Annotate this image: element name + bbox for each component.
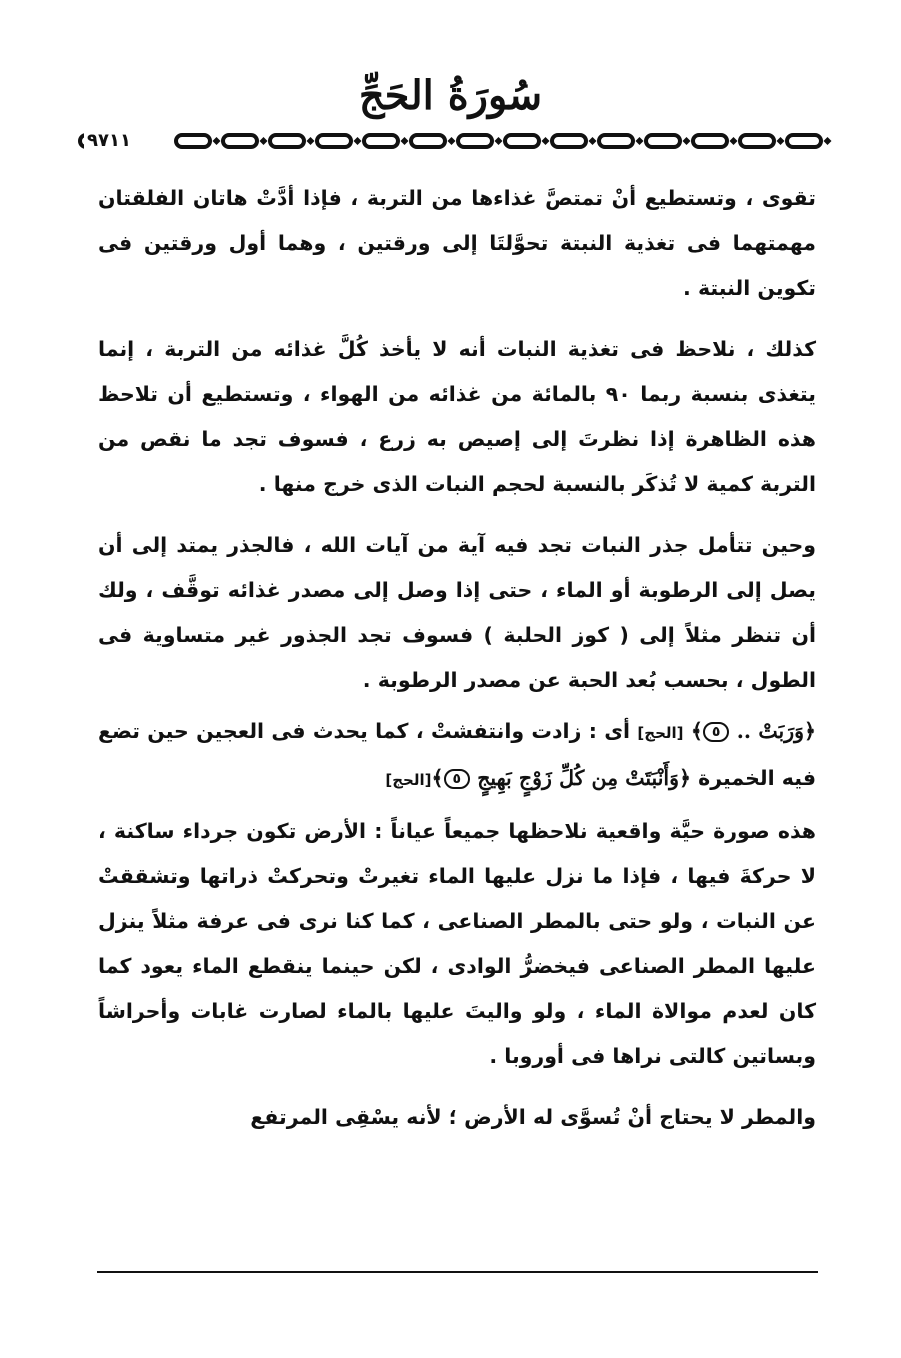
verse-close-bracket-2: ﴾ [431,766,444,790]
page-number: ٩٧١١ [84,128,134,154]
ayah-number-2: ٥ [444,769,471,789]
verse-paragraph [98,709,816,803]
paragraph-5: والمطر لا يحتاج أنْ تُسوَّى له الأرض ؛ لأنه يسْقِى المرتفع [250,1105,816,1129]
paragraph-2: كذلك ، نلاحظ فى تغذية النبات أنه لا يأخذ كُلَّ غذائه من التربة ، إنما يتغذى بنسبة ربما ٩٠ بالمائة من غذائه من الهواء ، وتستطيع أن تلاحظ هذه الظاهرة إذا نظرتَ إلى إصيص به زرع ، فسوف تجد ما نقص من التربة كمية لا تُذكَر بالنسبة لحجم النبات الذى خرج منها . [98,337,816,496]
paragraph-1: تقوى ، وتستطيع أنْ تمتصَّ غذاءها من التربة ، فإذا أدَّتْ هاتان الفلقتان مهمتهما فى تغذية النبتة تحوَّلتَا إلى ورقتين ، وهما أول ورقتين فى تكوين النبتة . [98,186,816,300]
decorative-chain-border [78,128,838,154]
verse-text-2: وَأَنْبَتَتْ مِن كُلِّ زَوْجٍ بَهِيجٍ [477,766,680,790]
paragraph-4: هذه صورة حيَّة واقعية نلاحظها جميعاً عياناً : الأرض تكون جرداء ساكنة ، لا حركةَ فيها ، فإذا ما نزل عليها الماء تغيرتْ وتحركتْ ذراتها وتشققتْ عن النبات ، ولو حتى بالمطر الصناعى ، كما كنا نرى فى عرفة مثلاً ينزل عليها المطر الصناعى فيخضرُّ الوادى ، لكن حينما ينقطع الماء يعود كما كان لعدم موالاة الماء ، ولو واليتَ عليها بالماء لصارت غابات وأحراشاً وبساتين كالتى نراها فى أوروبا . [98,819,816,1068]
verse-close-bracket: ﴾ [690,719,703,743]
verse-text-1: وَرَبَتْ .. [736,719,805,743]
bottom-divider [97,1271,818,1273]
paragraph-3: وحين تتأمل جذر النبات تجد فيه آية من آيات الله ، فالجذر يمتد إلى أن يصل إلى الرطوبة أو الماء ، حتى إذا وصل إلى مصدر غذائه توقَّف ، ولك أن تنظر مثلاً إلى ( كوز الحلبة ) فسوف تجد الجذور غير متساوية فى الطول ، بحسب بُعد الحبة عن مصدر الرطوبة . [98,533,816,692]
body-text [98,176,816,1156]
verse-explanation: أى : زادت وانتفشتْ ، كما يحدث فى العجين حين تضع فيه الخميرة [98,719,816,790]
chain-ornament-icon [78,128,838,154]
sura-title: سُورَةُ الحَجِّ [358,72,543,119]
verse-open-bracket-2: ﴿ [679,766,692,790]
sura-reference-2: [الحج] [385,771,432,789]
ayah-number-1: ٥ [703,722,730,742]
verse-open-bracket: ﴿ [804,719,817,743]
sura-reference-1: [الحج] [637,724,684,742]
